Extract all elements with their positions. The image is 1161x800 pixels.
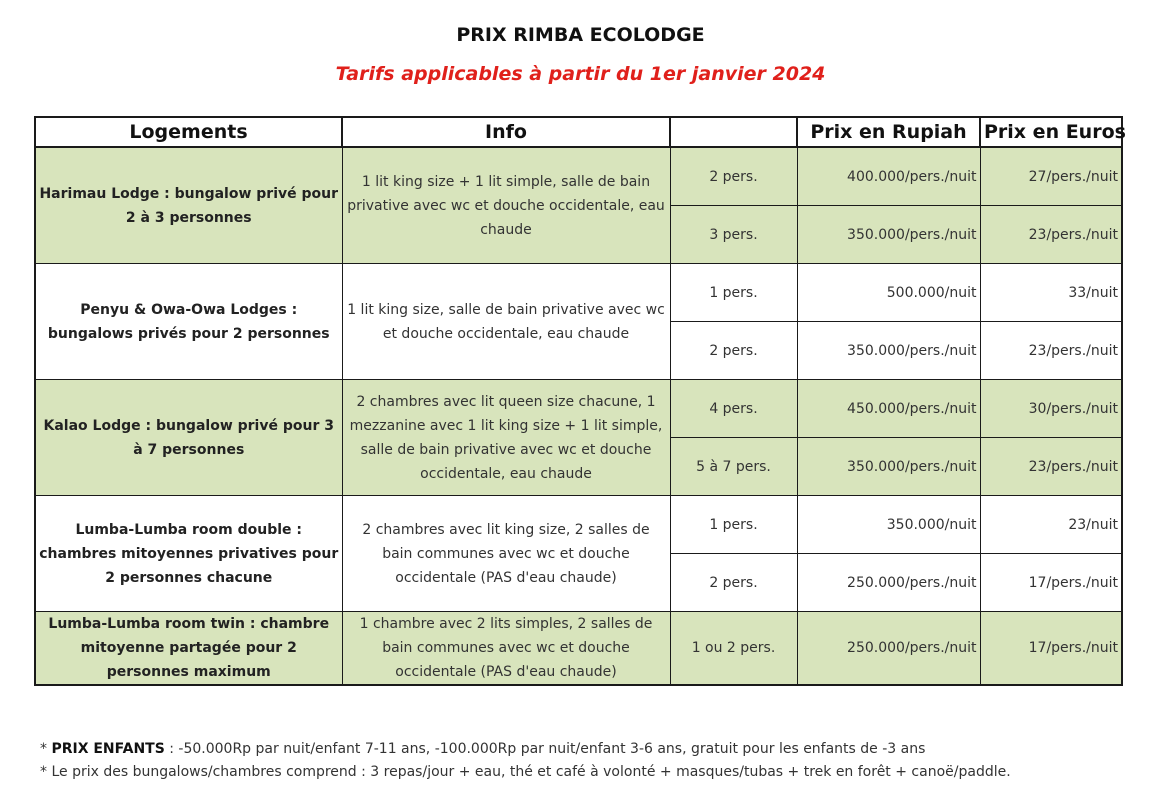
header-persons bbox=[670, 117, 797, 147]
children-note-label: PRIX ENFANTS bbox=[51, 741, 165, 757]
persons-cell: 2 pers. bbox=[670, 147, 797, 206]
included-services-note: * Le prix des bungalows/chambres comprend : 3 repas/jour + eau, thé et café à volonté + masques/tubas + trek en forêt + canoë/paddle. bbox=[40, 764, 1011, 780]
rupiah-price-cell: 350.000/nuit bbox=[797, 496, 980, 554]
header-euros: Prix en Euros bbox=[980, 117, 1122, 147]
euro-price-cell: 33/nuit bbox=[980, 264, 1122, 322]
header-lodging: Logements bbox=[35, 117, 342, 147]
euro-price-cell: 30/pers./nuit bbox=[980, 380, 1122, 438]
rupiah-price-cell: 400.000/pers./nuit bbox=[797, 147, 980, 206]
price-table bbox=[34, 116, 1126, 686]
rupiah-price-cell: 450.000/pers./nuit bbox=[797, 380, 980, 438]
euro-price-cell: 23/nuit bbox=[980, 496, 1122, 554]
rupiah-price-cell: 350.000/pers./nuit bbox=[797, 438, 980, 496]
lodging-name: Lumba-Lumba room double : chambres mitoyennes privatives pour 2 personnes chacune bbox=[35, 496, 342, 612]
rupiah-price-cell: 250.000/pers./nuit bbox=[797, 612, 980, 686]
euro-price-cell: 23/pers./nuit bbox=[980, 322, 1122, 380]
lodging-info: 1 lit king size + 1 lit simple, salle de bain privative avec wc et douche occidentale, eau chaude bbox=[342, 147, 670, 264]
persons-cell: 1 ou 2 pers. bbox=[670, 612, 797, 686]
table-row bbox=[35, 612, 1122, 686]
table-body bbox=[35, 147, 1122, 685]
children-price-note bbox=[40, 738, 1011, 761]
rupiah-price-cell: 350.000/pers./nuit bbox=[797, 206, 980, 264]
rupiah-price-cell: 350.000/pers./nuit bbox=[797, 322, 980, 380]
page-subtitle: Tarifs applicables à partir du 1er janvier 2024 bbox=[335, 63, 826, 85]
table-row bbox=[35, 147, 1122, 206]
euro-price-cell: 17/pers./nuit bbox=[980, 554, 1122, 612]
lodging-info: 1 chambre avec 2 lits simples, 2 salles de bain communes avec wc et douche occidentale (PAS d'eau chaude) bbox=[342, 612, 670, 686]
lodging-name: Kalao Lodge : bungalow privé pour 3 à 7 personnes bbox=[35, 380, 342, 496]
euro-price-cell: 23/pers./nuit bbox=[980, 206, 1122, 264]
header-info: Info bbox=[342, 117, 670, 147]
persons-cell: 3 pers. bbox=[670, 206, 797, 264]
lodging-info: 2 chambres avec lit queen size chacune, 1 mezzanine avec 1 lit king size + 1 lit simple, salle de bain privative avec wc et douche occidentale, eau chaude bbox=[342, 380, 670, 496]
rupiah-price-cell: 500.000/nuit bbox=[797, 264, 980, 322]
persons-cell: 1 pers. bbox=[670, 496, 797, 554]
persons-cell: 5 à 7 pers. bbox=[670, 438, 797, 496]
children-note-text: : -50.000Rp par nuit/enfant 7-11 ans, -100.000Rp par nuit/enfant 3-6 ans, gratuit pour les enfants de -3 ans bbox=[164, 741, 926, 757]
euro-price-cell: 27/pers./nuit bbox=[980, 147, 1122, 206]
lodging-name: Harimau Lodge : bungalow privé pour 2 à 3 personnes bbox=[35, 147, 342, 264]
table-row bbox=[35, 496, 1122, 554]
children-note-prefix: * bbox=[40, 741, 52, 757]
persons-cell: 1 pers. bbox=[670, 264, 797, 322]
lodging-info: 2 chambres avec lit king size, 2 salles de bain communes avec wc et douche occidentale (PAS d'eau chaude) bbox=[342, 496, 670, 612]
page-title: PRIX RIMBA ECOLODGE bbox=[456, 24, 705, 46]
table-header-row bbox=[35, 117, 1122, 147]
euro-price-cell: 23/pers./nuit bbox=[980, 438, 1122, 496]
persons-cell: 4 pers. bbox=[670, 380, 797, 438]
header-rupiah: Prix en Rupiah bbox=[797, 117, 980, 147]
footnotes bbox=[40, 738, 1011, 784]
lodging-name: Penyu & Owa-Owa Lodges : bungalows privés pour 2 personnes bbox=[35, 264, 342, 380]
euro-price-cell: 17/pers./nuit bbox=[980, 612, 1122, 686]
lodging-info: 1 lit king size, salle de bain privative avec wc et douche occidentale, eau chaude bbox=[342, 264, 670, 380]
lodging-name: Lumba-Lumba room twin : chambre mitoyenne partagée pour 2 personnes maximum bbox=[35, 612, 342, 686]
persons-cell: 2 pers. bbox=[670, 322, 797, 380]
table-row bbox=[35, 264, 1122, 322]
table-row bbox=[35, 380, 1122, 438]
persons-cell: 2 pers. bbox=[670, 554, 797, 612]
rupiah-price-cell: 250.000/pers./nuit bbox=[797, 554, 980, 612]
